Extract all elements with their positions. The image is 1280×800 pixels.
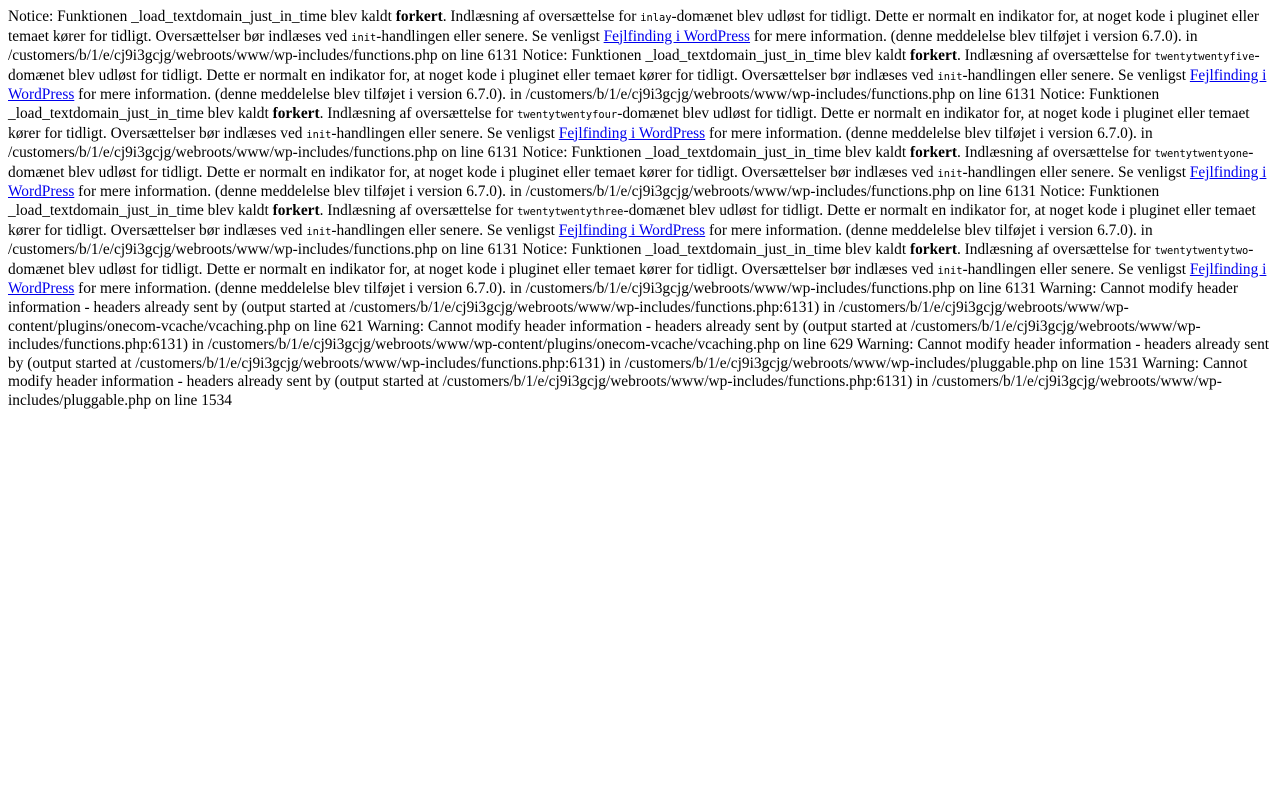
notice-location: for mere information. (denne meddelelse blev tilføjet i version 6.7.0). in /customers/b/1/e/cj9i3gcjg/webroots/www/wp-includes/functions.php on line 6131 [74,86,1040,104]
notice-text: -handlingen eller senere. Se venligst [962,163,1190,181]
notice-text: -handlingen eller senere. Se venligst [331,221,559,239]
notice-text: . Indlæsning af oversættelse for [956,144,1155,162]
notice-text: . Indlæsning af oversættelse for [956,47,1155,65]
debugging-link[interactable]: Fejlfinding i WordPress [603,27,751,45]
notice-text: -handlingen eller senere. Se venligst [376,27,604,45]
notice-prefix: Notice: Funktionen _load_textdomain_just_in_time blev kaldt [8,183,1160,219]
notice-text: -domænet blev udløst for tidligt. Dette er normalt en indikator for, at noget kode i pluginet eller temaet kører for tidligt. Oversættelser bør indlæses ved [8,201,1256,239]
notice-prefix: Notice: Funktionen _load_textdomain_just_in_time blev kaldt [522,47,910,65]
notice-location: for mere information. (denne meddelelse blev tilføjet i version 6.7.0). in /customers/b/1/e/cj9i3gcjg/webroots/www/wp-includes/functions.php on line 6131 [74,183,1040,201]
notice-text: . Indlæsning af oversættelse for [319,104,518,122]
notice-location: for mere information. (denne meddelelse blev tilføjet i version 6.7.0). in /customers/b/1/e/cj9i3gcjg/webroots/www/wp-includes/functions.php on line 6131 [8,221,1153,259]
notice-hook: init [306,128,332,141]
notice-location: for mere information. (denne meddelelse blev tilføjet i version 6.7.0). in /customers/b/1/e/cj9i3gcjg/webroots/www/wp-includes/functions.php on line 6131 [8,27,1198,65]
notice-text: -domænet blev udløst for tidligt. Dette er normalt en indikator for, at noget kode i pluginet eller temaet kører for tidligt. Oversættelser bør indlæses ved [8,104,1250,142]
notice-text: -domænet blev udløst for tidligt. Dette er normalt en indikator for, at noget kode i pluginet eller temaet kører for tidligt. Oversættelser bør indlæses ved [8,8,1259,45]
debugging-link[interactable]: Fejlfinding i WordPress [558,124,706,142]
notice-hook: init [937,167,963,180]
notice-location: for mere information. (denne meddelelse blev tilføjet i version 6.7.0). in /customers/b/1/e/cj9i3gcjg/webroots/www/wp-includes/functions.php on line 6131 [8,124,1153,162]
notice-bold-word: forkert [272,104,320,122]
warning-3: Warning: Cannot modify header information - headers already sent by (output started at /customers/b/1/e/cj9i3gcjg/webroots/www/wp-includes/functions.php:6131) in /customers/b/1/e/cj9i3gcjg/webroots/www/wp-includes/pluggable.php on line 1534 [8,354,1248,409]
warning-0: Warning: Cannot modify header information - headers already sent by (output started at /customers/b/1/e/cj9i3gcjg/webroots/www/wp-includes/functions.php:6131) in /customers/b/1/e/cj9i3gcjg/webroots/www/wp-content/plugins/onecom-vcache/vcaching.php on line 621 [8,280,1238,335]
notice-bold-word: forkert [909,47,957,65]
notice-bold-word: forkert [909,241,957,259]
notice-text: . Indlæsning af oversættelse for [319,201,518,219]
notice-domain: twentytwentytwo [1154,245,1249,258]
notice-hook: init [306,225,332,238]
notice-text: . Indlæsning af oversættelse for [442,8,641,25]
notice-hook: init [351,31,377,44]
debugging-link[interactable]: Fejlfinding i WordPress [8,260,1267,298]
notice-text: -domænet blev udløst for tidligt. Dette er normalt en indikator for, at noget kode i pluginet eller temaet kører for tidligt. Oversættelser bør indlæses ved [8,47,1260,84]
notice-bold-word: forkert [272,201,320,219]
notice-hook: init [937,70,963,83]
notice-domain: twentytwentyfour [517,108,618,121]
warning-2: Warning: Cannot modify header information - headers already sent by (output started at /customers/b/1/e/cj9i3gcjg/webroots/www/wp-includes/functions.php:6131) in /customers/b/1/e/cj9i3gcjg/webroots/www/wp-includes/pluggable.php on line 1531 [8,336,1270,372]
notice-text: -handlingen eller senere. Se venligst [962,66,1190,84]
notice-bold-word: forkert [909,144,957,162]
notice-domain: twentytwentyfive [1154,51,1255,64]
notice-text: -domænet blev udløst for tidligt. Dette er normalt en indikator for, at noget kode i pluginet eller temaet kører for tidligt. Oversættelser bør indlæses ved [8,144,1254,181]
notice-prefix: Notice: Funktionen _load_textdomain_just_in_time blev kaldt [522,144,910,162]
notice-hook: init [937,264,963,277]
warning-1: Warning: Cannot modify header information - headers already sent by (output started at /customers/b/1/e/cj9i3gcjg/webroots/www/wp-includes/functions.php:6131) in /customers/b/1/e/cj9i3gcjg/webroots/www/wp-content/plugins/onecom-vcache/vcaching.php on line 629 [8,317,1201,354]
notice-domain: inlay [640,12,672,24]
notice-text: -handlingen eller senere. Se venligst [331,124,559,142]
notice-text: -domænet blev udløst for tidligt. Dette er normalt en indikator for, at noget kode i pluginet eller temaet kører for tidligt. Oversættelser bør indlæses ved [8,241,1254,278]
notice-bold-word: forkert [395,8,443,25]
debugging-link[interactable]: Fejlfinding i WordPress [8,66,1267,104]
notice-prefix: Notice: Funktionen _load_textdomain_just_in_time blev kaldt [522,241,910,259]
notice-text: -handlingen eller senere. Se venligst [962,260,1190,278]
debugging-link[interactable]: Fejlfinding i WordPress [8,163,1267,201]
debugging-link[interactable]: Fejlfinding i WordPress [558,221,706,239]
notice-domain: twentytwentythree [517,205,624,218]
notice-prefix: Notice: Funktionen _load_textdomain_just_in_time blev kaldt [8,86,1160,122]
notice-text: . Indlæsning af oversættelse for [956,241,1155,259]
notice-location: for mere information. (denne meddelelse blev tilføjet i version 6.7.0). in /customers/b/1/e/cj9i3gcjg/webroots/www/wp-includes/functions.php on line 6131 [74,280,1040,298]
notice-prefix: Notice: Funktionen _load_textdomain_just_in_time blev kaldt [8,8,396,25]
notice-domain: twentytwentyone [1154,148,1249,161]
